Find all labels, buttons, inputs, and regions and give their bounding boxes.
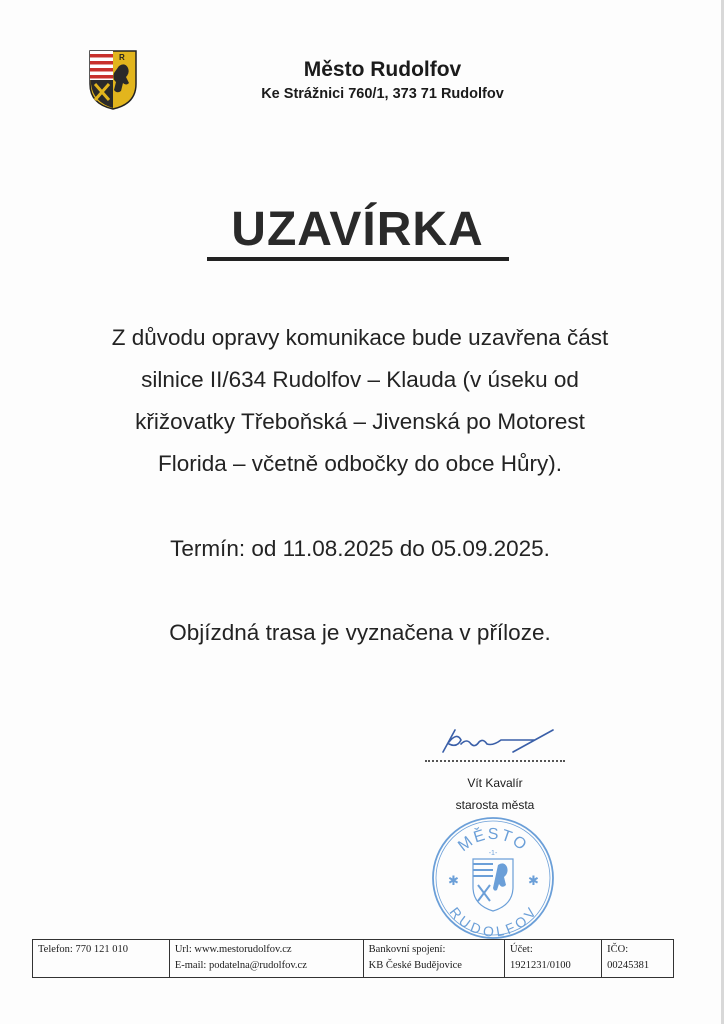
notice-line: Florida – včetně odbočky do obce Hůry). (158, 451, 562, 476)
notice-line: Z důvodu opravy komunikace bude uzavřena část (111, 325, 609, 350)
stamp-bottom-text: RUDOLFOV (446, 904, 540, 940)
notice-headline: UZAVÍRKA (231, 203, 484, 256)
stamp-number: -1- (488, 850, 498, 857)
footer-account (505, 940, 602, 978)
headline-underline (207, 257, 509, 261)
footer-account-number: 1921231/0100 (510, 960, 571, 971)
closure-term: Termín: od 11.08.2025 do 05.09.2025. (170, 536, 550, 561)
footer-bank-name: KB České Budějovice (368, 960, 462, 971)
town-crest-icon (89, 50, 137, 110)
footer-phone: Telefon: 770 121 010 (33, 940, 170, 978)
notice-line: silnice II/634 Rudolfov – Klauda (v úseku od (141, 367, 579, 392)
stamp-star-icon: ✱ (528, 874, 539, 889)
signature-line (425, 760, 565, 762)
footer-bank-label: Bankovní spojení: (368, 944, 446, 955)
footer-account-label: Účet: (510, 944, 533, 955)
detour-note: Objízdná trasa je vyznačena v příloze. (169, 620, 551, 645)
notice-paragraph (60, 317, 660, 485)
footer-ico (602, 940, 674, 978)
footer-ico-label: IČO: (607, 944, 629, 955)
org-name: Město Rudolfov (303, 58, 462, 81)
stamp-star-icon: ✱ (448, 874, 459, 889)
signature-image (435, 722, 575, 760)
org-address: Ke Strážnici 760/1, 373 71 Rudolfov (261, 86, 504, 102)
footer-web-contacts (169, 940, 363, 978)
official-stamp (430, 815, 556, 941)
signer-name: Vít Kavalír (467, 776, 523, 790)
footer-email: E-mail: podatelna@rudolfov.cz (174, 960, 307, 971)
notice-line: křižovatky Třeboňská – Jivenská po Motorest (135, 409, 585, 434)
crest-letter: R (119, 53, 125, 62)
footer-url: Url: www.mestorudolfov.cz (174, 944, 292, 955)
footer-contact-table (32, 939, 674, 978)
stamp-top-text: MĚSTO (455, 825, 531, 856)
footer-bank (363, 940, 504, 978)
signer-title: starosta města (455, 798, 535, 812)
footer-ico-number: 00245381 (607, 960, 650, 971)
